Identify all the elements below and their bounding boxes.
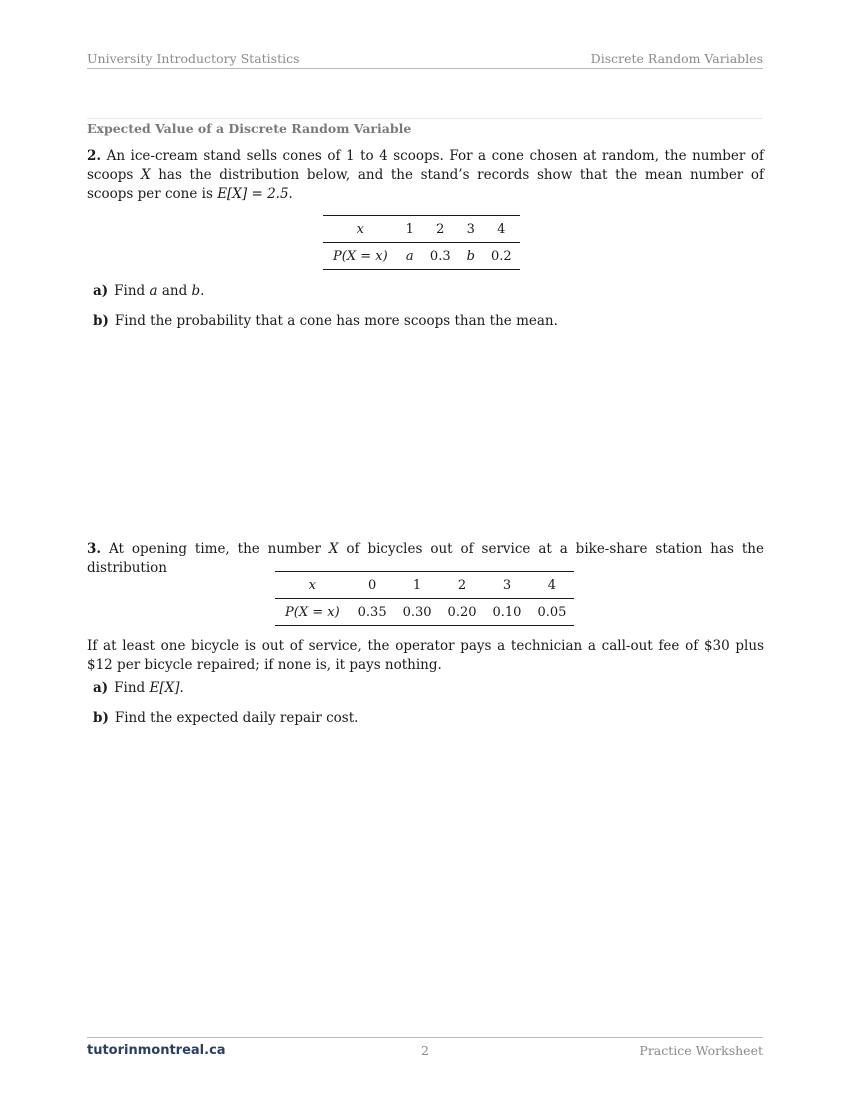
table-row: [323, 216, 520, 243]
table-header-x: x: [323, 216, 398, 243]
question-2-number: 2.: [87, 148, 102, 164]
table-cell: 1: [395, 572, 440, 599]
table-cell: 0.05: [529, 599, 574, 626]
header-topic: Discrete Random Variables: [590, 51, 763, 66]
table-cell: 4: [483, 216, 520, 243]
question-2-text: 2. An ice-cream stand sells cones of 1 to 4 scoops. For a cone chosen at random, the number of scoops X has the distribution below, and the stand’s records show that the mean number of scoops per cone is E[X] = 2.5.: [87, 148, 765, 202]
table-row: [275, 599, 574, 626]
question-3-text: 3. At opening time, the number X of bicycles out of service at a bike-share station has the distribution: [87, 541, 764, 576]
table-cell: 0.10: [485, 599, 530, 626]
question-3-number: 3.: [87, 541, 102, 557]
table-cell: 0.20: [440, 599, 485, 626]
table-cell: 3: [459, 216, 483, 243]
table-cell: 2: [422, 216, 459, 243]
question-3-part-a: a) Find E[X].: [93, 680, 184, 696]
section-title: Expected Value of a Discrete Random Variable: [87, 121, 412, 136]
question-2-part-b: b) Find the probability that a cone has more scoops than the mean.: [93, 313, 558, 329]
table-cell: 0.2: [483, 243, 520, 270]
table-cell: b: [459, 243, 483, 270]
table-cell: 0.3: [422, 243, 459, 270]
table-cell: 1: [398, 216, 422, 243]
table-cell: 0.30: [395, 599, 440, 626]
table-row: [275, 572, 574, 599]
footer-doc-type: Practice Worksheet: [639, 1043, 763, 1058]
table-cell: 0: [350, 572, 395, 599]
table-header-x: x: [275, 572, 350, 599]
footer-divider: [87, 1037, 763, 1038]
table-header-prob: P(X = x): [275, 599, 350, 626]
table-header-prob: P(X = x): [323, 243, 398, 270]
table-cell: 0.35: [350, 599, 395, 626]
question-2-part-a: a) Find a and b.: [93, 283, 205, 299]
page-number: 2: [421, 1043, 429, 1058]
table-cell: 3: [485, 572, 530, 599]
table-cell: 4: [529, 572, 574, 599]
table-row: [323, 243, 520, 270]
section-divider: [87, 118, 763, 119]
question-3-part-b: b) Find the expected daily repair cost.: [93, 710, 359, 726]
header-course-title: University Introductory Statistics: [87, 51, 300, 66]
question-3-distribution-table: [275, 571, 574, 626]
question-2-distribution-table: [323, 215, 520, 270]
footer-site-link[interactable]: tutorinmontreal.ca: [87, 1043, 226, 1058]
table-cell: 2: [440, 572, 485, 599]
table-cell: a: [398, 243, 422, 270]
question-3-cost-text: If at least one bicycle is out of service, the operator pays a technician a call-out fee of $30 plus $12 per bicycle repaired; if none is, it pays nothing.: [87, 638, 764, 673]
header-divider: [87, 68, 763, 69]
question-2-expectation: E[X] = 2.5.: [217, 186, 293, 202]
